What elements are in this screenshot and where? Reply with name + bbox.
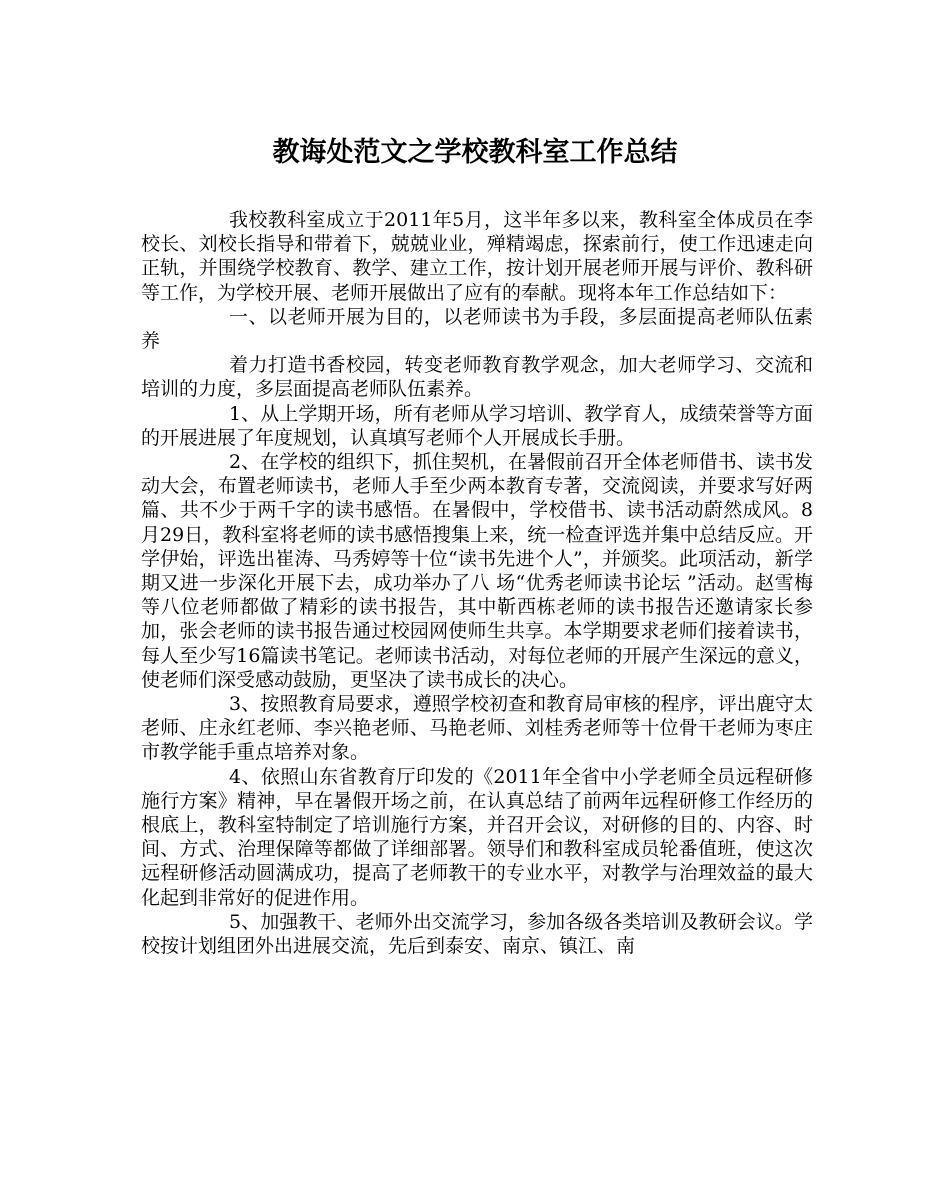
section-heading-1: 一、以老师开展为目的，以老师读书为手段，多层面提高老师队伍素养 (141, 305, 813, 353)
paragraph-item-1: 1、从上学期开场，所有老师从学习培训、教学育人，成绩荣誉等方面的开展进展了年度规划，认真填写老师个人开展成长手册。 (141, 402, 813, 449)
paragraph-intro: 我校教科室成立于2011年5月，这半年多以来，教科室全体成员在李校长、刘校长指导和带着下，兢兢业业，殚精竭虑，探索前行，使工作迅速走向正轨，并围绕学校教育、教学、建立工作，按计划开展老师开展与评价、教科研等工作，为学校开展、老师开展做出了应有的奉献。现将本年工作总结如下： (141, 209, 813, 304)
paragraph-item-3: 3、按照教育局要求，遵照学校初查和教育局审核的程序，评出鹿守太老师、庄永红老师、李兴艳老师、马艳老师、刘桂秀老师等十位骨干老师为枣庄市教学能手重点培养对象。 (141, 693, 813, 764)
document-title: 教诲处范文之学校教科室工作总结 (272, 137, 678, 168)
paragraph-item-5: 5、加强教干、老师外出交流学习，参加各级各类培训及教研会议。学校按计划组团外出进展交流，先后到泰安、南京、镇江、南 (141, 910, 813, 958)
paragraph-section-1-intro: 着力打造书香校园，转变老师教育教学观念，加大老师学习、交流和培训的力度，多层面提高老师队伍素养。 (141, 354, 813, 401)
paragraph-item-4: 4、依照山东省教育厅印发的《2011年全省中小学老师全员远程研修施行方案》精神，早在暑假开场之前，在认真总结了前两年远程研修工作经历的根底上，教科室特制定了培训施行方案，并召开会议，对研修的目的、内容、时间、方式、治理保障等都做了详细部署。领导们和教科室成员轮番值班，使这次远程研修活动圆满成功，提高了老师教干的专业水平，对教学与治理效益的最大化起到非常好的促进作用。 (141, 765, 813, 909)
document-body (141, 208, 813, 958)
paragraph-item-2: 2、在学校的组织下，抓住契机，在暑假前召开全体老师借书、读书发动大会，布置老师读书，老师人手至少两本教育专著，交流阅读，并要求写好两篇、共不少于两千字的读书感悟。在暑假中，学校借书、读书活动蔚然成风。8月29日，教科室将老师的读书感悟搜集上来，统一检查评选并集中总结反应。开学伊始，评选出崔涛、马秀婷等十位“读书先进个人”，并颁奖。此项活动，新学期又进一步深化开展下去，成功举办了八 场“优秀老师读书论坛 ”活动。赵雪梅等八位老师都做了精彩的读书报告，其中靳西栋老师的读书报告还邀请家长参加，张会老师的读书报告通过校园网使师生共享。本学期要求老师们接着读书，每人至少写16篇读书笔记。老师读书活动，对每位老师的开展产生深远的意义，使老师们深受感动鼓励，更坚决了读书成长的决心。 (141, 451, 813, 691)
